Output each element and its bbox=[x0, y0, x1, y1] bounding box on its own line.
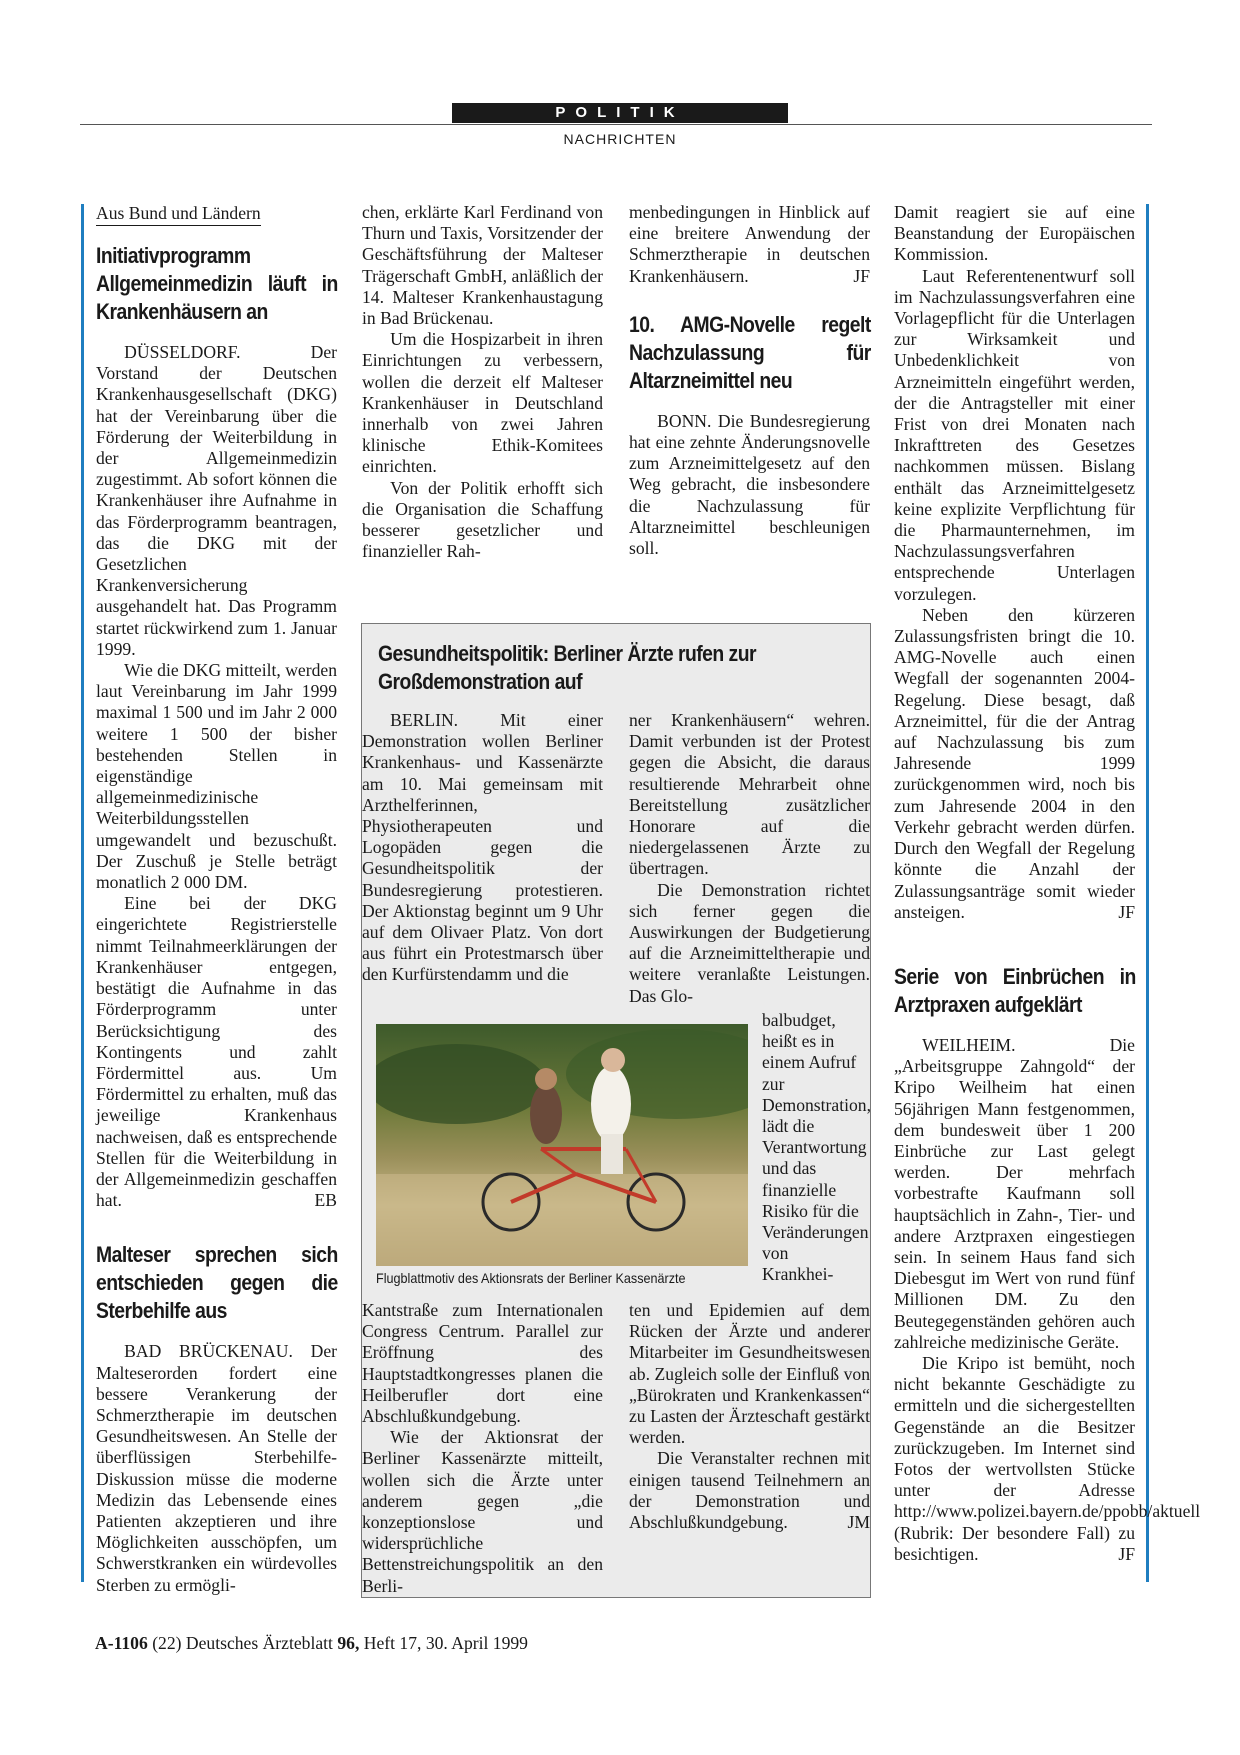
author-signature: JF bbox=[1118, 901, 1135, 922]
footer-volume: 96, bbox=[337, 1633, 360, 1653]
paragraph: BONN. Die Bundesregierung hat eine zehnte Änderungsnovelle zum Arzneimittelgesetz auf den Weg gebracht, die insbesondere die Nachzulassung für Altarzneimittel beschleunigen soll. bbox=[629, 410, 870, 559]
author-signature: JM bbox=[847, 1512, 870, 1533]
headline-malteser: Malteser sprechen sich entschieden gegen die Sterbehilfe aus bbox=[96, 1242, 338, 1324]
paragraph: Kantstraße zum Internationalen Congress Centrum. Parallel zur Eröffnung des Hauptstadtkongresses planen die Heilberufler dort eine Abschlußkundgebung. bbox=[362, 1300, 603, 1427]
box-right-top bbox=[629, 710, 870, 1007]
photo-caption: Flugblattmotiv des Aktionsrats der Berliner Kassenärzte bbox=[376, 1270, 686, 1286]
box-narrow-column bbox=[762, 1010, 871, 1286]
featured-article-box bbox=[361, 623, 871, 1598]
paragraph: menbedingungen in Hinblick auf eine breitere Anwendung der Schmerztherapie in deutschen Krankenhäusern. JF bbox=[629, 202, 870, 286]
headline-einbrueche: Serie von Einbrüchen in Arztpraxen aufgeklärt bbox=[894, 963, 1136, 1017]
paragraph: chen, erklärte Karl Ferdinand von Thurn und Taxis, Vorsitzender der Geschäftsführung der Malteser Trägerschaft GmbH, anläßlich der 14. Malteser Krankenhaustagung in Bad Brückenau. bbox=[362, 202, 603, 329]
paragraph: Eine bei der DKG eingerichtete Registrierstelle nimmt Teilnahmeerklärungen der Krankenhäuser entgegen, bestätigt die Aufnahme in das Förderprogramm unter Berücksichtigung des Kontingents und zahlt Fördermittel aus. Um Fördermittel zu erhalten, muß das jeweilige Krankenhaus nachweisen, daß es entsprechende Stellen für die Weiterbildung in der Allgemeinmedizin geschaffen hat. EB bbox=[96, 893, 337, 1211]
box-right-bottom bbox=[629, 1300, 870, 1533]
paragraph: ner Krankenhäusern“ wehren. Damit verbunden ist der Protest gegen die Absicht, die daraus resultierende Mehrarbeit ohne Bereitstellung zusätzlicher Honorare auf die niedergelassenen Ärzte zu übertragen. bbox=[629, 710, 870, 879]
page-number: A-1106 bbox=[95, 1633, 148, 1653]
paragraph: BERLIN. Mit einer Demonstration wollen Berliner Krankenhaus- und Kassenärzte am 10. Mai gemeinsam mit Arzthelferinnen, Physiotherapeuten und Logopäden gegen die Gesundheitspolitik der Bundesregierung protestieren. Der Aktionstag beginnt um 9 Uhr auf dem Olivaer Platz. Von dort aus führt ein Protestmarsch über den Kurfürstendamm und die bbox=[362, 710, 603, 985]
paragraph: Damit reagiert sie auf eine Beanstandung der Europäischen Kommission. bbox=[894, 202, 1135, 265]
column-1 bbox=[96, 202, 337, 1596]
photo-tandem-bicycle bbox=[376, 1024, 748, 1266]
paragraph: balbudget, heißt es in einem Aufruf zur Demonstration, lädt die Verantwortung und das finanzielle Risiko für die Veränderungen von Krankhei- bbox=[762, 1010, 871, 1285]
left-accent-bar bbox=[81, 204, 84, 1582]
right-accent-bar bbox=[1146, 204, 1149, 1582]
column-3 bbox=[629, 202, 870, 559]
headline-initiativprogramm: Initiativprogramm Allgemeinmedizin läuft in Krankenhäusern an bbox=[96, 243, 338, 324]
column-4 bbox=[894, 202, 1201, 1565]
paragraph: Von der Politik erhofft sich die Organisation die Schaffung besserer gesetzlicher und finanzieller Rah- bbox=[362, 477, 603, 562]
headline-gesundheitspolitik: Gesundheitspolitik: Berliner Ärzte rufen zur Großdemonstration auf bbox=[378, 641, 757, 694]
author-signature: EB bbox=[314, 1190, 337, 1211]
paragraph: Um die Hospizarbeit in ihren Einrichtungen zu verbessern, wollen die derzeit elf Malteser Krankenhäuser in Deutschland innerhalb von zwei Jahren klinische Ethik-Komitees einrichten. bbox=[362, 329, 603, 477]
paragraph: BAD BRÜCKENAU. Der Malteserorden fordert eine bessere Verankerung der Schmerztherapie im deutschen Gesundheitswesen. An Stelle der überflüssigen Sterbehilfe-Diskussion müsse die moderne Medizin das Lebensende eines Patienten akzeptieren und ihre Möglichkeiten ausschöpfen, um Schwerstkranken ein würdevolles Sterben zu ermögli- bbox=[96, 1341, 337, 1595]
column-2 bbox=[362, 202, 603, 562]
tandem-illustration bbox=[376, 1024, 748, 1266]
paragraph: Laut Referentenentwurf soll im Nachzulassungsverfahren eine Vorlagepflicht für die Unterlagen zur Wirksamkeit und Unbedenklichkeit von Arzneimitteln eingeführt werden, der die Antragsteller mit einer Frist von drei Monaten nach Inkrafttreten des Gesetzes nachkommen müssen. Bislang enthält das Arzneimittelgesetz keine explizite Verpflichtung für die Pharmaunternehmen, im Nachzulassungsverfahren entsprechende Unterlagen vorzulegen. bbox=[894, 265, 1135, 604]
paragraph: Wie die DKG mitteilt, werden laut Vereinbarung im Jahr 1999 maximal 1 500 und im Jahr 2 000 weitere 1 500 der bisher bestehenden Stellen in eigenständige allgemeinmedizinische Weiterbildungsstellen umgewandelt und bezuschußt. Der Zuschuß je Stelle beträgt monatlich 2 000 DM. bbox=[96, 660, 337, 893]
section-label: POLITIK bbox=[452, 103, 788, 123]
author-signature: JF bbox=[1118, 1543, 1135, 1564]
rubric-label: Aus Bund und Ländern bbox=[96, 202, 261, 226]
paragraph: WEILHEIM. Die „Arbeitsgruppe Zahngold“ der Kripo Weilheim hat einen 56jährigen Mann festgenommen, dem bundesweit über 1 200 Einbrüche zur Last gelegt werden. Der mehrfach vorbestrafte Kaufmann soll hauptsächlich in Zahn-, Tier- und andere Arztpraxen eingestiegen sein. In seinem Haus fand sich Diebesgut im Wert von rund fünf Millionen DM. Zu den Beutegegenständen gehören auch zahlreiche medizinische Geräte. bbox=[894, 1034, 1135, 1352]
paragraph: Die Kripo ist bemüht, noch nicht bekannte Geschädigte zu ermitteln und die sichergestellten Gegenstände an die Besitzer zurückzugeben. Im Internet sind Fotos der wertvollsten Stücke unter der Adresse http://www.polizei.bayern.de/ppobb/aktuell (Rubrik: Der besondere Fall) zu besichtigen. JF bbox=[894, 1352, 1201, 1564]
footer-publication: (22) Deutsches Ärzteblatt bbox=[152, 1633, 333, 1653]
paragraph: Neben den kürzeren Zulassungsfristen bringt die 10. AMG-Novelle auch einen Wegfall der sogenannten 2004-Regelung. Diese besagt, daß Arzneimittel, für die der Antrag auf Nachzulassung bis zum Jahresende 1999 zurückgenommen wird, noch bis zum Jahresende 2004 in den Verkehr gebracht werden dürfen. Durch den Wegfall der Regelung könnte die Anzahl der Zulassungsanträge somit wieder ansteigen. JF bbox=[894, 604, 1135, 922]
paragraph: Die Veranstalter rechnen mit einigen tausend Teilnehmern an der Demonstration und Abschlußkundgebung. JM bbox=[629, 1448, 870, 1533]
paragraph: DÜSSELDORF. Der Vorstand der Deutschen Krankenhausgesellschaft (DKG) hat der Vereinbarung über die Förderung der Weiterbildung in der Allgemeinmedizin zugestimmt. Ab sofort können die Krankenhäuser ihre Aufnahme in das Förderprogramm beantragen, das die DKG mit der Gesetzlichen Krankenversicherung ausgehandelt hat. Das Programm startet rückwirkend zum 1. Januar 1999. bbox=[96, 342, 337, 659]
box-left-bottom bbox=[362, 1300, 603, 1597]
box-left-top bbox=[362, 710, 603, 986]
paragraph: ten und Epidemien auf dem Rücken der Ärzte und anderer Mitarbeiter im Gesundheitswesen ab. Zugleich solle der Einfluß von „Bürokraten und Krankenkassen“ zu Lasten der Ärzteschaft gestärkt werden. bbox=[629, 1300, 870, 1448]
page-footer bbox=[95, 1633, 528, 1654]
author-signature: JF bbox=[853, 265, 870, 286]
footer-issue: Heft 17, 30. April 1999 bbox=[363, 1633, 528, 1653]
subsection-label: NACHRICHTEN bbox=[563, 131, 677, 147]
header-rule bbox=[80, 124, 1152, 125]
paragraph: Wie der Aktionsrat der Berliner Kassenärzte mitteilt, wollen sich die Ärzte unter anderem gegen „die konzeptionslose und widersprüchliche Bettenstreichungspolitik an den Berli- bbox=[362, 1427, 603, 1596]
headline-amg-novelle: 10. AMG-Novelle regelt Nachzulassung für Altarzneimittel neu bbox=[629, 311, 871, 393]
paragraph: Die Demonstration richtet sich ferner gegen die Auswirkungen der Budgetierung auf die Arzneimitteltherapie und weitere veranlaßte Leistungen. Das Glo- bbox=[629, 879, 870, 1006]
